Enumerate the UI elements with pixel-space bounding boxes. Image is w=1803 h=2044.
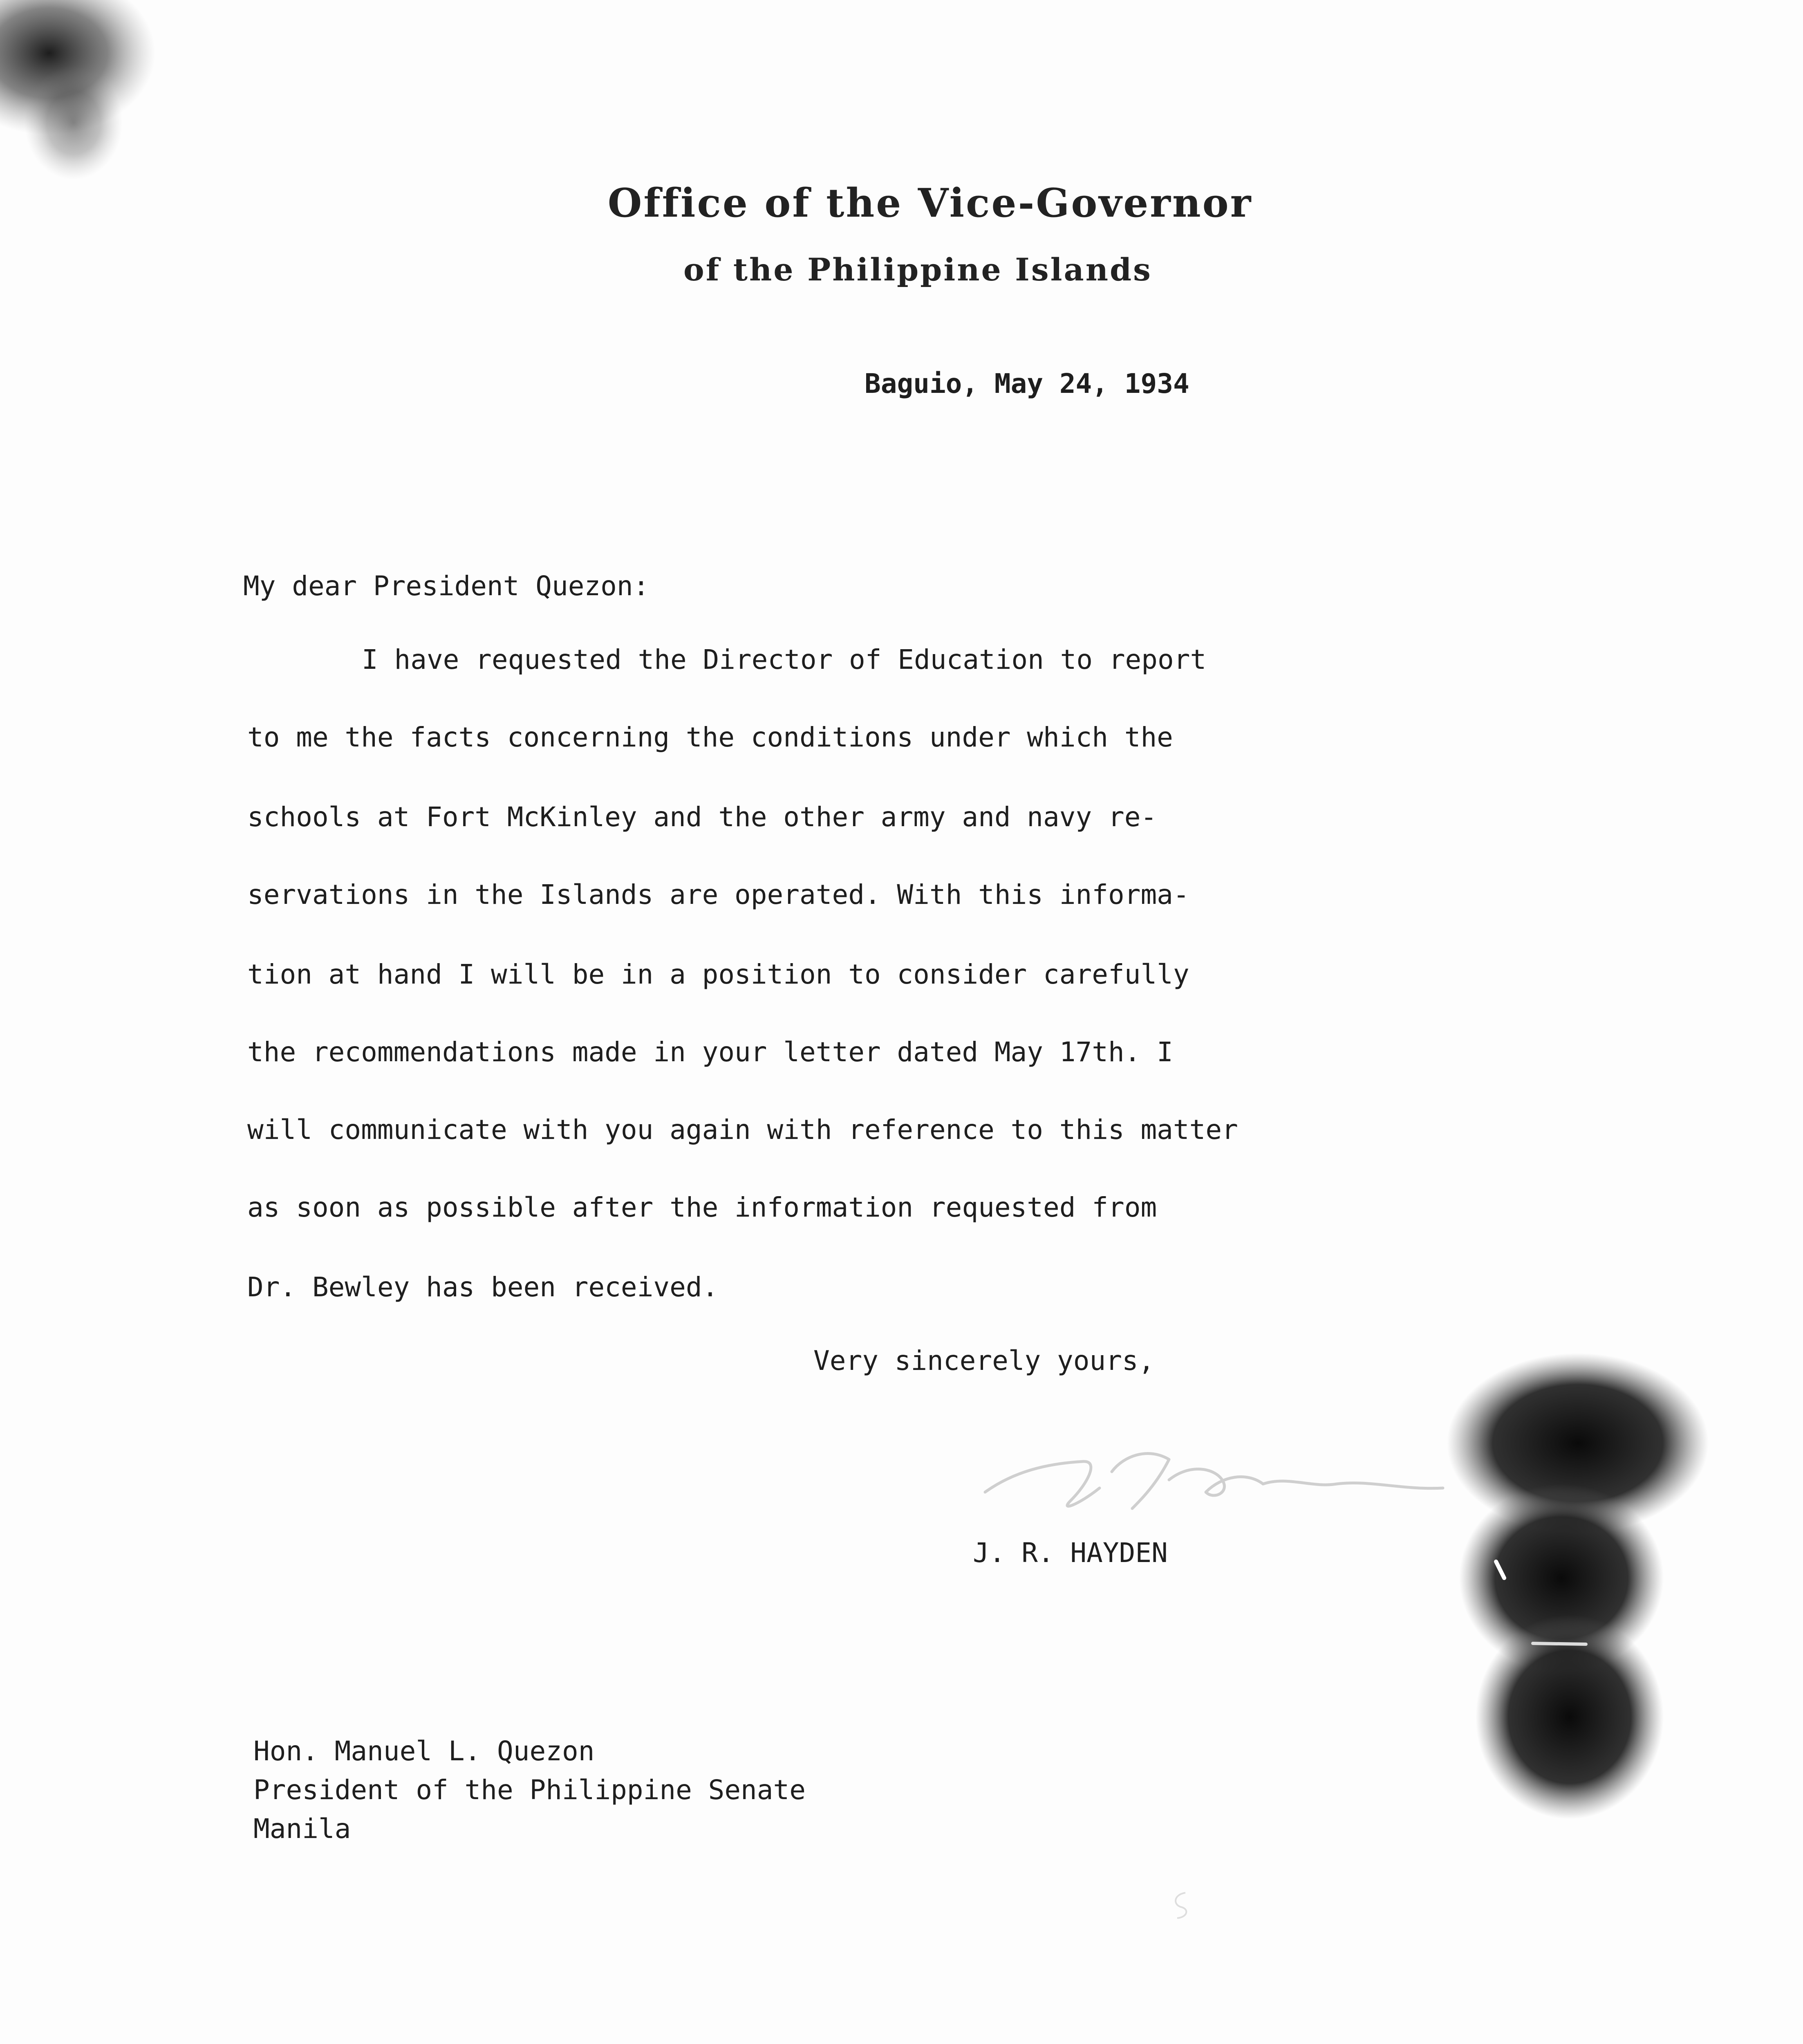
letterhead-subtitle: of the Philippine Islands: [683, 251, 1152, 288]
body-line: servations in the Islands are operated. With this informa-: [247, 879, 1189, 910]
body-line: to me the facts concerning the conditions under which the: [247, 722, 1173, 753]
body-line: schools at Fort McKinley and the other army and navy re-: [247, 801, 1157, 833]
signer-name: J. R. HAYDEN: [973, 1537, 1168, 1569]
address-line: Manila: [253, 1813, 351, 1845]
closing: Very sincerely yours,: [813, 1345, 1155, 1376]
faint-mark: [1169, 1889, 1194, 1921]
body-line: as soon as possible after the information requested from: [247, 1192, 1157, 1223]
salutation: My dear President Quezon:: [243, 570, 650, 602]
letterhead-title: Office of the Vice-Governor: [607, 180, 1253, 226]
address-line: Hon. Manuel L. Quezon: [253, 1735, 595, 1767]
body-line: Dr. Bewley has been received.: [247, 1271, 719, 1303]
body-line: the recommendations made in your letter dated May 17th. I: [247, 1036, 1173, 1068]
body-line: will communicate with you again with reference to this matter: [247, 1114, 1238, 1145]
body-line: I have requested the Director of Education to report: [362, 644, 1207, 675]
address-line: President of the Philippine Senate: [253, 1774, 806, 1806]
handwritten-signature: [977, 1423, 1451, 1533]
date-line: Baguio, May 24, 1934: [865, 368, 1189, 399]
body-line: tion at hand I will be in a position to consider carefully: [247, 959, 1189, 990]
ink-smudge-right: [1439, 1349, 1717, 1840]
